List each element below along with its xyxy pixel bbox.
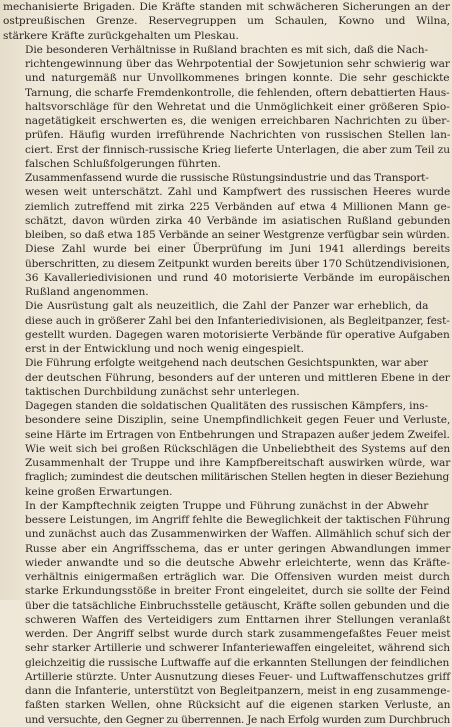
text-line: Zusammenhalt der Truppe und ihre Kampfbereitschaft auswirken würde, war	[25, 457, 451, 469]
text-line: nagetätigkeit erschwerten es, die wenigen erreichbaren Nachrichten zu über-	[25, 115, 450, 127]
text-line: verhältnis einigermaßen erträglich war. Die Offensiven wurden meist durch	[25, 571, 450, 583]
text-line: der deutschen Führung, besonders auf der unteren und mittleren Ebene in der	[25, 371, 450, 384]
text-line: besondere seine Disziplin, seine Unempfindlichkeit gegen Feuer und Verluste,	[25, 414, 451, 427]
text-line: und naturgemäß nur Unvollkommenes bringen konnte. Die sehr geschickte	[25, 72, 450, 85]
text-line: Diese Zahl wurde bei einer Überprüfung im Juni 1941 allerdings bereits	[25, 243, 451, 256]
paragraph-6	[3, 399, 450, 499]
text-line: schätzt, davon würden zirka 40 Verbände im asiatischen Rußland gebunden	[25, 214, 451, 227]
text-line: prüfen. Häufig wurden irreführende Nachrichten von russischen Stellen lan-	[25, 129, 451, 142]
text-line: Die Führung erfolgte weitgehend nach deutschen Gesichtspunkten, war aber	[25, 357, 428, 370]
text-line: bessere Leistungen, im Angriff fehlte die Beweglichkeit der taktischen Führung	[25, 514, 451, 526]
text-line: ciert. Erst der finnisch-russische Krieg lieferte Unterlagen, die aber zum Teil zu	[25, 143, 450, 156]
text-line: Zusammenfassend wurde die russische Rüstungsindustrie und das Transport-	[25, 172, 429, 184]
text-line: Rußland angenommen.	[25, 286, 149, 298]
text-line: erst in der Entwicklung und noch wenig eingespielt.	[25, 343, 304, 355]
text-line: richtengewinnung über das Wehrpotential der Sowjetunion sehr schwierig war	[25, 58, 450, 70]
text-line: fraglich; zumindest die deutschen militärischen Stellen hegten in dieser Beziehung	[25, 471, 449, 484]
text-line: starke Erkundungsstöße in breiter Front eingeleitet, durch sie sollte der Feind	[25, 585, 451, 598]
text-line: gestellt wurden. Dagegen waren motorisierte Verbände für operative Aufgaben	[25, 328, 450, 341]
text-line: Tarnung, die scharfe Fremdenkontrolle, die fehlenden, oftern debattierten Haus-	[25, 86, 450, 99]
paragraph-4	[3, 299, 450, 356]
text-line: dann die Infanterie, unterstützt von Begleitpanzern, meist in eng zusammenge-	[25, 685, 450, 697]
text-line: werden. Der Angriff selbst wurde durch stark zusammengefaßtes Feuer meist	[25, 628, 451, 640]
text-line: wesen weit unterschätzt. Zahl und Kampfwert des russischen Heeres wurde	[25, 186, 451, 199]
text-line: über die tatsächliche Einbruchsstelle getäuscht, Kräfte sollen gebunden und die	[25, 599, 450, 612]
text-line: Russe aber ein Angriffsschema, das er unter geringen Abwandlungen immer	[25, 542, 451, 555]
text-line: In der Kampftechnik zeigten Truppe und Führung zunächst in der Abwehr	[25, 499, 429, 512]
paragraph-5	[3, 356, 450, 399]
text-line: und versuchte, den Gegner zu überrennen. Je nach Erfolg wurden zum Durchbruch	[25, 713, 450, 726]
text-line: Die besonderen Verhältnisse in Rußland brachten es mit sich, daß die Nach-	[25, 43, 428, 56]
paragraph-2	[3, 43, 450, 171]
text-line: überschritten, zu diesem Zeitpunkt wurden bereits über 170 Schützendivisionen,	[25, 257, 450, 270]
text-line: haltsvorschläge für den Wehretat und die Unmöglichkeit einer größeren Spio-	[25, 100, 450, 113]
text-line: faßten starken Wellen, ohne Rücksicht auf die eigenen starken Verluste, an	[25, 699, 451, 712]
text-line: Die Ausrüstung galt als neuzeitlich, die Zahl der Panzer war erheblich, da	[25, 300, 429, 313]
text-line: keine großen Erwartungen.	[25, 485, 173, 498]
text-line: wieder anwandte und so die deutsche Abwehr erleichterte, wenn das Kräfte-	[25, 556, 450, 569]
text-line: Dagegen standen die soldatischen Qualitäten des russischen Kämpfers, ins-	[25, 400, 429, 412]
text-line: gleichzeitig die russische Luftwaffe auf die erkannten Stellungen der feindlichen	[25, 656, 450, 669]
text-line: Wie weit sich bei großen Rückschlägen die Unbeliebtheit des Systems auf den	[25, 442, 451, 455]
text-line: und zunächst auch das Zusammenwirken der Waffen. Allmählich schuf sich der	[25, 528, 451, 541]
text-line: ostpreußischen Grenze. Reservegruppen um Schaulen, Kowno und Wilna,	[3, 15, 450, 28]
paragraph-3	[3, 171, 450, 299]
text-line: diese auch in größerer Zahl bei den Infanteriedivisionen, als Begleitpanzer, fest-	[25, 314, 450, 327]
text-line: taktischen Durchbildung zunächst sehr unterlegen.	[25, 385, 300, 398]
text-line: seine Härte im Ertragen von Entbehrungen und Strapazen außer jedem Zweifel.	[25, 428, 450, 441]
text-line: mechanisierte Brigaden. Die Kräfte standen mit schwächeren Sicherungen an der	[3, 1, 450, 13]
text-line: ziemlich zutreffend mit zirka 225 Verbänden auf etwa 4 Millionen Mann ge-	[25, 200, 451, 213]
text-line: sehr starker Artillerie und schwerer Infanteriewaffen eingeleitet, während sich	[25, 642, 450, 655]
text-line: 36 Kavalleriedivisionen und rund 40 motorisierte Verbände im europäischen	[25, 271, 451, 284]
text-line: schweren Waffen des Verteidigers zum Enttarnen ihrer Stellungen veranlaßt	[25, 613, 451, 626]
text-line: Artillerie stürzte. Unter Ausnutzung dieses Feuer- und Luftwaffenschutzes griff	[25, 670, 451, 683]
text-line: bleiben, so daß etwa 185 Verbände an seiner Westgrenze verfügbar sein würden.	[25, 229, 450, 241]
paragraph-1	[3, 0, 450, 43]
text-line: stärkere Kräfte zurückgehalten um Pleskau.	[3, 29, 239, 42]
paragraph-7	[3, 499, 450, 727]
text-line: falschen Schlußfolgerungen führten.	[25, 157, 221, 170]
